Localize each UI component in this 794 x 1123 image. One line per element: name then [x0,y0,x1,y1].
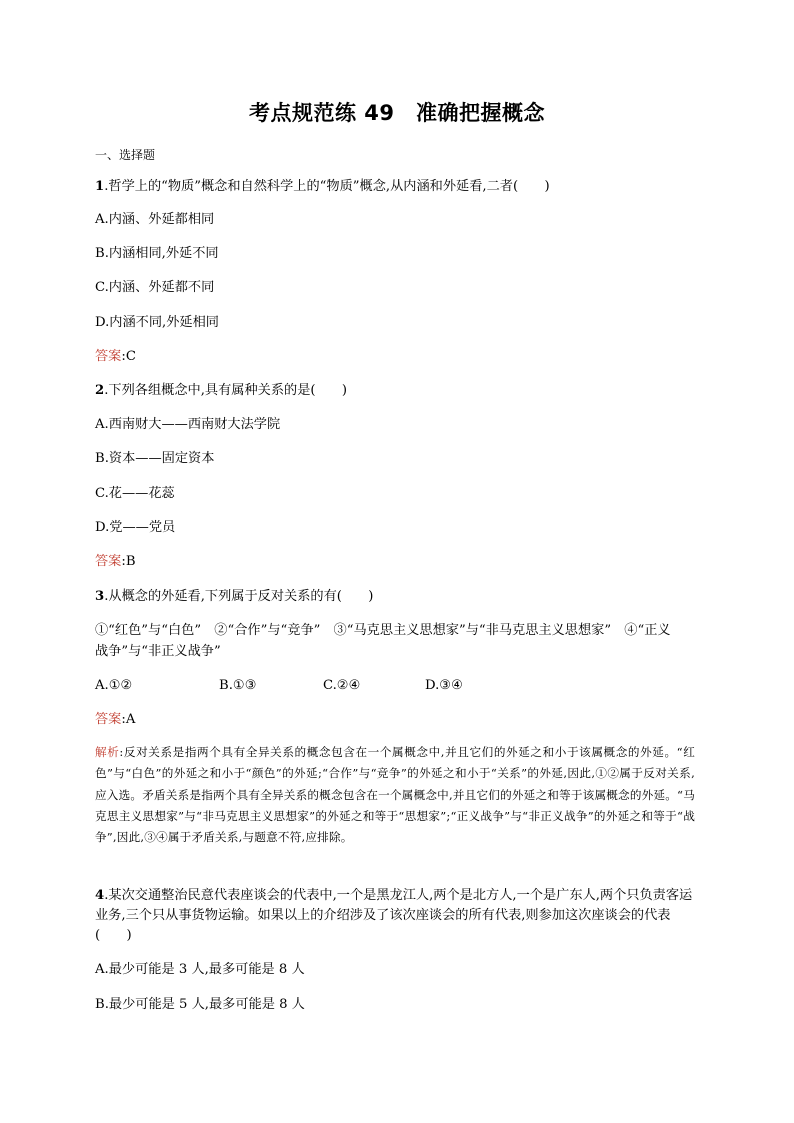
question-number: 2 [95,383,105,398]
question-3-stem [95,588,373,606]
q3-option-c: C.②④ [323,678,361,693]
question-number: 1 [95,179,105,194]
analysis-text: :反对关系是指两个具有全异关系的概念包含在一个属概念中,并且它们的外延之和小于该属概念的外延。“红色”与“白色”的外延之和小于“颜色”的外延;“合作”与“竞争”的外延之和小于“关系”的外延,因此,①②属于反对关系,应入选。矛盾关系是指两个具有全异关系的概念包含在一个属概念中,并且它们的外延之和等于该属概念的外延。“马克思主义思想家”与“非马克思主义思想家”的外延之和等于“思想家”;“正义战争”与“非正义战争”的外延之和等于“战争”,因此,③④属于矛盾关系,与题意不符,应排除。 [95,745,695,845]
q3-items-line-1: ①“红色”与“白色” ②“合作”与“竞争” ③“马克思主义思想家”与“非马克思主义思想家” ④“正义 [95,623,671,638]
question-number: 4 [95,888,105,903]
q1-option-b: B.内涵相同,外延不同 [95,246,219,261]
q1-option-c: C.内涵、外延都不同 [95,280,215,295]
question-text: .从概念的外延看,下列属于反对关系的有( ) [104,589,374,604]
question-text: .某次交通整治民意代表座谈会的代表中,一个是黑龙江人,两个是北方人,一个是广东人,两个只负责客运业务,三个只从事货物运输。如果以上的介绍涉及了该次座谈会的所有代表,则参加这次座谈会的代表( ) [95,888,693,943]
question-2-stem [95,382,347,400]
q3-answer [95,711,135,729]
q3-analysis [95,742,695,848]
q2-answer [95,553,136,571]
q1-option-d: D.内涵不同,外延相同 [95,315,219,330]
question-text: .哲学上的“物质”概念和自然科学上的“物质”概念,从内涵和外延看,二者( ) [104,179,550,194]
q2-option-c: C.花——花蕊 [95,486,175,501]
q1-answer [95,348,136,366]
q3-items-line-2: 战争”与“非正义战争” [95,644,221,659]
answer-label: 答案 [95,712,122,727]
q3-options [95,677,463,695]
answer-value: :A [121,712,136,727]
q2-option-d: D.党——党员 [95,520,176,535]
answer-value: :C [121,349,136,364]
q2-option-a: A.西南财大——西南财大法学院 [95,417,281,432]
q4-option-a: A.最少可能是 3 人,最多可能是 8 人 [95,962,305,977]
section-heading: 一、选择题 [95,148,156,162]
q2-option-b: B.资本——固定资本 [95,451,215,466]
q3-option-a: A.①② [95,678,133,693]
question-4-stem [95,886,700,946]
question-number: 3 [95,589,105,604]
q4-option-b: B.最少可能是 5 人,最多可能是 8 人 [95,997,305,1012]
answer-label: 答案 [95,349,122,364]
question-text: .下列各组概念中,具有属种关系的是( ) [104,383,348,398]
q1-option-a: A.内涵、外延都相同 [95,212,215,227]
answer-label: 答案 [95,554,122,569]
q3-option-b: B.①③ [219,678,257,693]
analysis-label: 解析 [95,745,120,759]
page-title: 考点规范练 49 准确把握概念 [248,101,546,125]
question-1-stem [95,178,550,196]
q3-option-d: D.③④ [425,678,463,693]
answer-value: :B [121,554,136,569]
